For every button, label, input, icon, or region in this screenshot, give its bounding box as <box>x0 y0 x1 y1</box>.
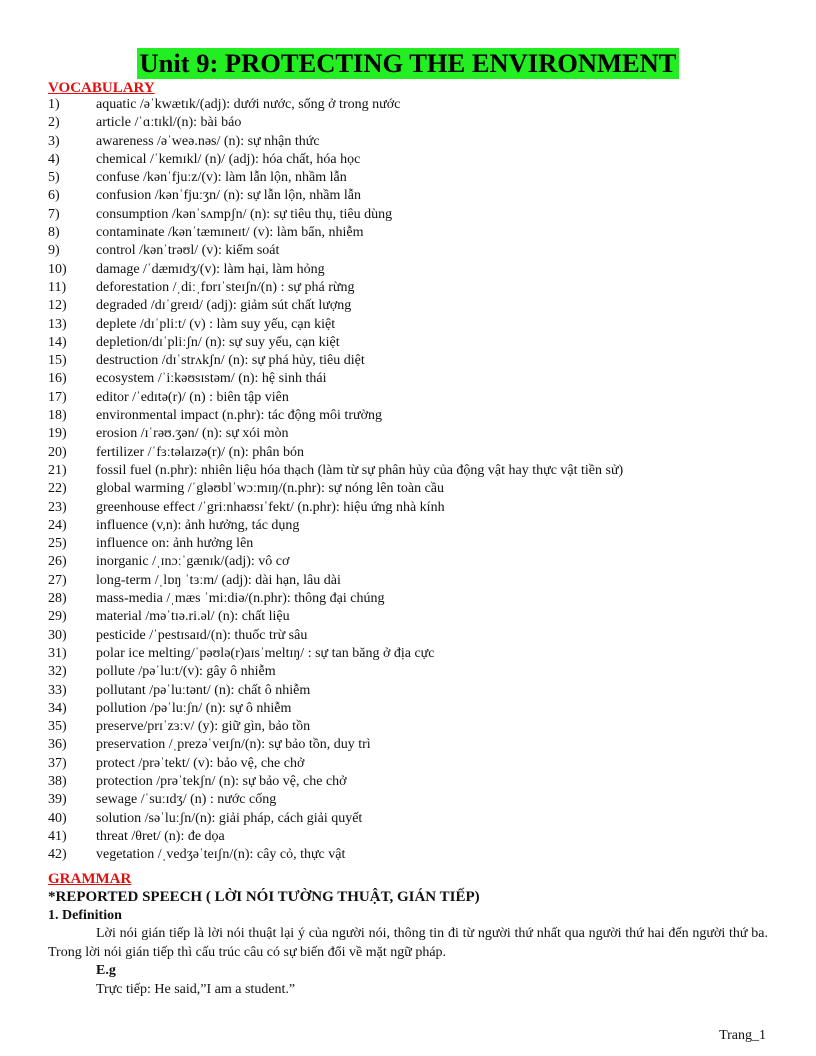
vocabulary-number: 40) <box>48 810 67 826</box>
vocabulary-item <box>48 828 788 846</box>
vocabulary-entry: influence on: ảnh hưởng lên <box>96 536 254 552</box>
vocabulary-entry: confusion /kənˈfjuːʒn/ (n): sự lẫn lộn, nhầm lẫn <box>96 188 361 204</box>
vocabulary-item <box>48 187 788 205</box>
vocabulary-number: 1) <box>48 97 60 112</box>
vocabulary-entry: long-term /ˌlɒŋ ˈtɜːm/ (adj): dài hạn, lâu dài <box>96 572 341 588</box>
vocabulary-entry: deforestation /ˌdiːˌfɒrɪˈsteɪʃn/(n) : sự phá rừng <box>96 279 355 295</box>
vocabulary-number: 16) <box>48 371 67 387</box>
vocabulary-number: 30) <box>48 627 67 643</box>
vocabulary-number: 17) <box>48 389 67 405</box>
vocabulary-item <box>48 151 788 169</box>
vocabulary-number: 36) <box>48 737 67 753</box>
vocabulary-item <box>48 846 788 864</box>
vocabulary-number: 9) <box>48 243 60 259</box>
vocabulary-entry: control /kənˈtrəʊl/ (v): kiểm soát <box>96 243 280 259</box>
vocabulary-entry: pollutant /pəˈluːtənt/ (n): chất ô nhiễm <box>96 682 311 698</box>
vocabulary-item <box>48 590 788 608</box>
vocabulary-item <box>48 755 788 773</box>
vocabulary-entry: vegetation /ˌvedʒəˈteɪʃn/(n): cây cỏ, thực vật <box>96 847 346 863</box>
vocabulary-entry: influence (v,n): ảnh hưởng, tác dụng <box>96 517 300 533</box>
vocabulary-item <box>48 370 788 388</box>
vocabulary-entry: fossil fuel (n.phr): nhiên liệu hóa thạch (làm từ sự phân hủy của động vật hay thực vật tiền sử) <box>96 462 624 478</box>
vocabulary-item <box>48 297 788 315</box>
vocabulary-number: 34) <box>48 700 67 716</box>
vocabulary-item <box>48 773 788 791</box>
vocabulary-number: 8) <box>48 225 60 241</box>
vocabulary-item <box>48 425 788 443</box>
vocabulary-item <box>48 535 788 553</box>
vocabulary-number: 38) <box>48 773 67 789</box>
grammar-heading: GRAMMAR <box>48 871 132 887</box>
vocabulary-number: 41) <box>48 828 67 844</box>
vocabulary-number: 10) <box>48 261 67 277</box>
vocabulary-entry: degraded /dɪˈgreɪd/ (adj): giảm sút chất lượng <box>96 298 352 314</box>
vocabulary-entry: erosion /ɪˈrəʊ.ʒən/ (n): sự xói mòn <box>96 426 289 442</box>
vocabulary-item <box>48 462 788 480</box>
vocabulary-entry: aquatic /əˈkwætɪk/(adj): dưới nước, sống ở trong nước <box>96 97 401 112</box>
vocabulary-number: 25) <box>48 536 67 552</box>
vocabulary-number: 28) <box>48 591 67 607</box>
vocabulary-item <box>48 279 788 297</box>
vocabulary-list <box>48 96 788 864</box>
vocabulary-entry: polar ice melting/ˈpəʊlə(r)aɪsˈmeltɪŋ/ : sự tan băng ở địa cực <box>96 645 435 661</box>
vocabulary-entry: environmental impact (n.phr): tác động môi trường <box>96 408 382 424</box>
vocabulary-number: 31) <box>48 645 67 661</box>
vocabulary-entry: pesticide /ˈpestɪsaɪd/(n): thuốc trừ sâu <box>96 627 308 643</box>
vocabulary-item <box>48 389 788 407</box>
example-label: E.g <box>96 963 116 978</box>
grammar-topic: *REPORTED SPEECH ( LỜI NÓI TƯỜNG THUẬT, GIÁN TIẾP) <box>48 889 480 905</box>
vocabulary-heading: VOCABULARY <box>48 80 155 96</box>
vocabulary-item <box>48 133 788 151</box>
vocabulary-entry: contaminate /kənˈtæmɪneɪt/ (v): làm bẩn, nhiễm <box>96 225 364 241</box>
vocabulary-entry: depletion/dɪˈpliːʃn/ (n): sự suy yếu, cạn kiệt <box>96 334 340 350</box>
vocabulary-entry: protection /prəˈtekʃn/ (n): sự bảo vệ, che chở <box>96 773 347 789</box>
vocabulary-item <box>48 242 788 260</box>
vocabulary-item <box>48 169 788 187</box>
page-number: Trang_1 <box>719 1028 766 1043</box>
vocabulary-item <box>48 96 788 114</box>
vocabulary-item <box>48 627 788 645</box>
vocabulary-item <box>48 572 788 590</box>
direct-speech-example: Trực tiếp: He said,”I am a student.” <box>96 982 296 997</box>
vocabulary-number: 18) <box>48 408 67 424</box>
vocabulary-number: 20) <box>48 444 67 460</box>
vocabulary-number: 29) <box>48 609 67 625</box>
vocabulary-number: 21) <box>48 462 67 478</box>
definition-heading: 1. Definition <box>48 908 122 923</box>
vocabulary-number: 13) <box>48 316 67 332</box>
vocabulary-number: 5) <box>48 170 60 186</box>
vocabulary-item <box>48 608 788 626</box>
vocabulary-item <box>48 114 788 132</box>
vocabulary-entry: threat /θret/ (n): đe dọa <box>96 828 225 844</box>
vocabulary-entry: preservation /ˌprezəˈveɪʃn/(n): sự bảo tồn, duy trì <box>96 737 371 753</box>
vocabulary-item <box>48 480 788 498</box>
vocabulary-entry: ecosystem /ˈiːkəʊsɪstəm/ (n): hệ sinh thái <box>96 371 327 387</box>
vocabulary-entry: material /məˈtɪə.ri.əl/ (n): chất liệu <box>96 609 290 625</box>
vocabulary-number: 42) <box>48 847 67 863</box>
vocabulary-item <box>48 736 788 754</box>
vocabulary-item <box>48 553 788 571</box>
vocabulary-item <box>48 499 788 517</box>
vocabulary-entry: editor /ˈedɪtə(r)/ (n) : biên tập viên <box>96 389 289 405</box>
vocabulary-item <box>48 407 788 425</box>
page-title: Unit 9: PROTECTING THE ENVIRONMENT <box>137 48 680 79</box>
vocabulary-item <box>48 444 788 462</box>
vocabulary-entry: pollute /pəˈluːt/(v): gây ô nhiễm <box>96 664 276 680</box>
vocabulary-entry: consumption /kənˈsʌmpʃn/ (n): sự tiêu thụ, tiêu dùng <box>96 206 393 222</box>
vocabulary-number: 37) <box>48 755 67 771</box>
vocabulary-number: 39) <box>48 792 67 808</box>
vocabulary-entry: deplete /dɪˈpliːt/ (v) : làm suy yếu, cạn kiệt <box>96 316 336 332</box>
vocabulary-item <box>48 261 788 279</box>
vocabulary-entry: preserve/prɪˈzɜːv/ (y): giữ gìn, bảo tồn <box>96 719 311 735</box>
vocabulary-number: 14) <box>48 334 67 350</box>
vocabulary-item <box>48 224 788 242</box>
vocabulary-item <box>48 316 788 334</box>
vocabulary-item <box>48 663 788 681</box>
vocabulary-entry: damage /ˈdæmɪdʒ/(v): làm hại, làm hỏng <box>96 261 325 277</box>
vocabulary-entry: article /ˈɑːtɪkl/(n): bài báo <box>96 115 242 131</box>
vocabulary-item <box>48 352 788 370</box>
vocabulary-item <box>48 334 788 352</box>
vocabulary-number: 23) <box>48 499 67 515</box>
vocabulary-item <box>48 718 788 736</box>
vocabulary-number: 24) <box>48 517 67 533</box>
vocabulary-number: 26) <box>48 554 67 570</box>
vocabulary-entry: mass-media /ˌmæs ˈmiːdiə/(n.phr): thông đại chúng <box>96 591 385 607</box>
vocabulary-number: 3) <box>48 133 60 149</box>
vocabulary-item <box>48 810 788 828</box>
vocabulary-number: 33) <box>48 682 67 698</box>
vocabulary-entry: confuse /kənˈfjuːz/(v): làm lẫn lộn, nhầm lẫn <box>96 170 347 186</box>
vocabulary-number: 2) <box>48 115 60 131</box>
vocabulary-entry: awareness /əˈweə.nəs/ (n): sự nhận thức <box>96 133 320 149</box>
vocabulary-item <box>48 700 788 718</box>
vocabulary-item <box>48 517 788 535</box>
vocabulary-entry: sewage /ˈsuːɪdʒ/ (n) : nước cống <box>96 792 277 808</box>
vocabulary-number: 15) <box>48 353 67 369</box>
vocabulary-entry: global warming /ˈgləʊblˈwɔːmɪŋ/(n.phr): sự nóng lên toàn cầu <box>96 481 445 497</box>
vocabulary-entry: solution /səˈluːʃn/(n): giải pháp, cách giải quyết <box>96 810 363 826</box>
vocabulary-number: 7) <box>48 206 60 222</box>
vocabulary-entry: chemical /ˈkemɪkl/ (n)/ (adj): hóa chất, hóa học <box>96 151 361 167</box>
vocabulary-item <box>48 791 788 809</box>
definition-paragraph: Lời nói gián tiếp là lời nói thuật lại ý của người nói, thông tin đi từ người thứ nhất qua người thứ hai đến người thứ ba. Trong lời nói gián tiếp thì cấu trúc câu có sự biến đổi về mặt ngữ pháp. <box>48 926 768 960</box>
vocabulary-number: 19) <box>48 426 67 442</box>
vocabulary-entry: pollution /pəˈluːʃn/ (n): sự ô nhiễm <box>96 700 292 716</box>
vocabulary-number: 6) <box>48 188 60 204</box>
vocabulary-entry: destruction /dɪˈstrʌkʃn/ (n): sự phá hủy, tiêu diệt <box>96 353 365 369</box>
vocabulary-item <box>48 645 788 663</box>
vocabulary-item <box>48 206 788 224</box>
vocabulary-number: 27) <box>48 572 67 588</box>
title-wrap <box>0 48 816 79</box>
vocabulary-number: 22) <box>48 481 67 497</box>
vocabulary-number: 32) <box>48 664 67 680</box>
vocabulary-entry: greenhouse effect /ˈgriːnhaʊsɪˈfekt/ (n.phr): hiệu ứng nhà kính <box>96 499 445 515</box>
vocabulary-entry: inorganic /ˌɪnɔːˈgænɪk/(adj): vô cơ <box>96 554 290 570</box>
vocabulary-entry: fertilizer /ˈfɜːtəlaɪzə(r)/ (n): phân bón <box>96 444 304 460</box>
vocabulary-number: 11) <box>48 279 67 295</box>
vocabulary-number: 35) <box>48 719 67 735</box>
vocabulary-number: 12) <box>48 298 67 314</box>
vocabulary-entry: protect /prəˈtekt/ (v): bảo vệ, che chở <box>96 755 305 771</box>
vocabulary-item <box>48 682 788 700</box>
vocabulary-number: 4) <box>48 151 60 167</box>
